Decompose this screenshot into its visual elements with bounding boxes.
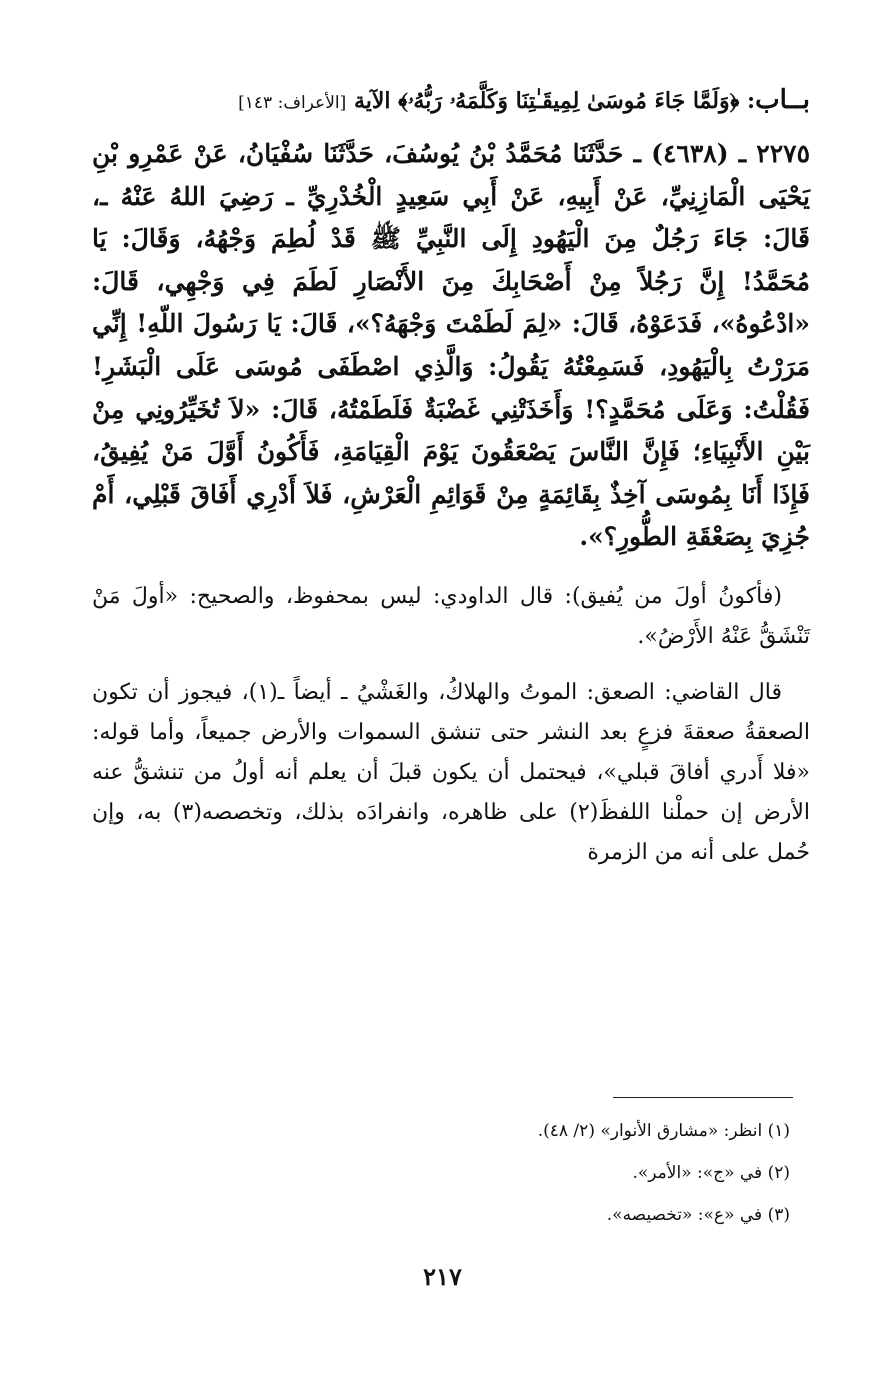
hadith-text xyxy=(92,133,810,559)
chapter-verse: : ﴿وَلَمَّا جَاءَ مُوسَىٰ لِمِيقَـٰتِنَا وَكَلَّمَهُۥ رَبُّهُۥ﴾ الآية xyxy=(353,88,756,114)
footnote-divider xyxy=(613,1097,793,1098)
hadith-number: ٢٢٧٥ ـ (٤٦٣٨) xyxy=(651,139,810,168)
verse-reference: [الأعراف: ١٤٣] xyxy=(238,93,347,113)
page-number: ٢١٧ xyxy=(423,1262,462,1291)
commentary-paragraph-2: قال القاضي: الصعق: الموتُ والهلاكُ، والغَشْيُ ـ أيضاً ـ(١)، فيجوز أن تكون الصعقةُ صعقةَ فزعٍ بعد النشر حتى تنشق السموات والأرض جميعاً، وأما قوله: «فلا أَدري أفاقَ قبلي»، فيحتمل أن يكون قبلَ أن يعلم أنه أولُ من تنشقُّ عنه الأرض إن حملْنا اللفظَ(٢) على ظاهره، وانفرادَه بذلك، وتخصصه(٣) به، وإن حُمل على أنه من الزمرة xyxy=(92,679,810,865)
page-body xyxy=(92,80,810,873)
footnote-2: (٢) في «ج»: «الأمر». xyxy=(632,1163,790,1183)
footnote-1: (١) انظر: «مشارق الأنوار» (٢/ ٤٨). xyxy=(537,1121,790,1141)
footnote-3: (٣) في «ع»: «تخصيصه». xyxy=(606,1205,790,1225)
hadith-body: ـ حَدَّثَنَا مُحَمَّدُ بْنُ يُوسُفَ، حَدَّثَنَا سُفْيَانُ، عَنْ عَمْرِو بْنِ يَحْيَى الْمَازِنِيِّ، عَنْ أَبِيهِ، عَنْ أَبِي سَعِيدٍ الْخُدْرِيِّ ـ رَضِيَ اللهُ عَنْهُ ـ، قَالَ: جَاءَ رَجُلٌ مِنَ الْيَهُودِ إِلَى النَّبِيِّ ﷺ قَدْ لُطِمَ وَجْهُهُ، وَقَالَ: يَا مُحَمَّدُ! إِنَّ رَجُلاً مِنْ أَصْحَابِكَ مِنَ الأَنْصَارِ لَطَمَ فِي وَجْهِي، قَالَ: «ادْعُوهُ»، فَدَعَوْهُ، قَالَ: «لِمَ لَطَمْتَ وَجْهَهُ؟»، قَالَ: يَا رَسُولَ اللّهِ! إِنِّي مَرَرْتُ بِالْيَهُودِ، فَسَمِعْتُهُ يَقُولُ: وَالَّذِي اصْطَفَى مُوسَى عَلَى الْبَشَرِ! فَقُلْتُ: وَعَلَى مُحَمَّدٍ؟! وَأَخَذَتْنِي غَضْبَةٌ فَلَطَمْتُهُ، قَالَ: «لاَ تُخَيِّرُونِي مِنْ بَيْنِ الأَنْبِيَاءِ؛ فَإِنَّ النَّاسَ يَصْعَقُونَ يَوْمَ الْقِيَامَةِ، فَأَكُونُ أَوَّلَ مَنْ يُفِيقُ، فَإِذَا أَنَا بِمُوسَى آخِذٌ بِقَائِمَةٍ مِنْ قَوَائِمِ الْعَرْشِ، فَلاَ أَدْرِي أَفَاقَ قَبْلِي، أَمْ جُزِيَ بِصَعْقَةِ الطُّورِ؟». xyxy=(92,139,810,552)
chapter-heading xyxy=(92,80,810,123)
commentary-paragraph-1: (فأكونُ أولَ من يُفيق): قال الداودي: ليس بمحفوظ، والصحيح: «أولَ مَنْ تَنْشَقُّ عَنْهُ الأَرْضُ». xyxy=(92,583,810,649)
footnotes xyxy=(538,1110,790,1236)
chapter-label: بــاب xyxy=(755,85,810,115)
